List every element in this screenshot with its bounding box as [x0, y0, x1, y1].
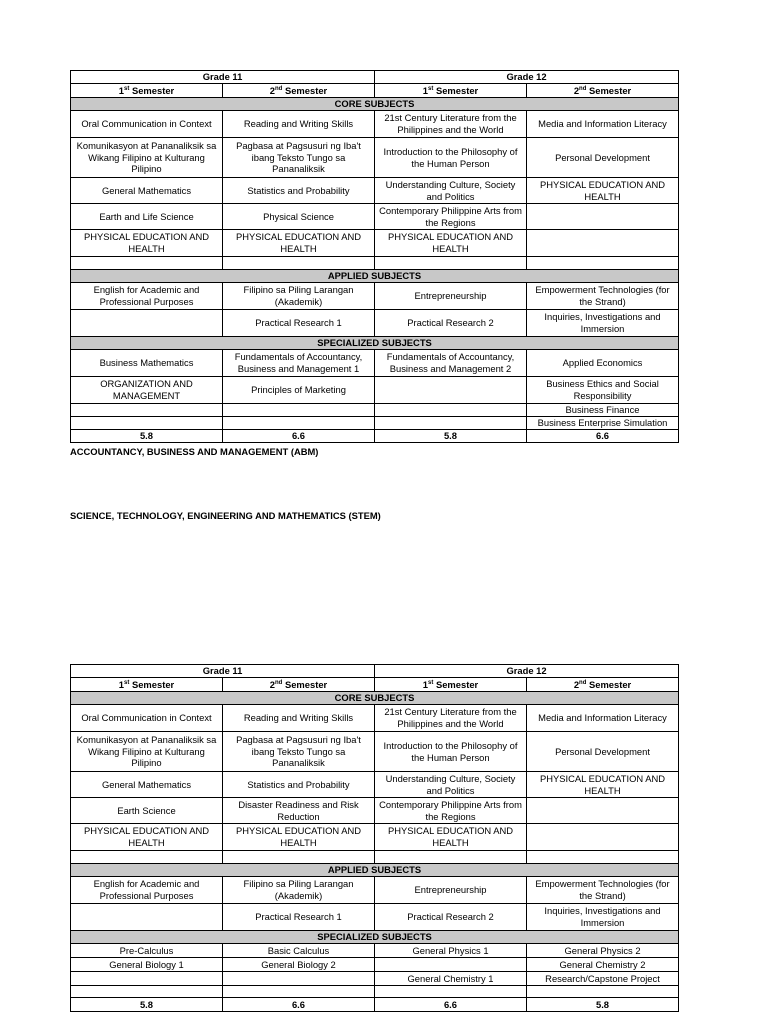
subject-cell: PHYSICAL EDUCATION AND HEALTH	[71, 230, 223, 257]
subject-cell	[375, 986, 527, 998]
table-row	[71, 310, 679, 337]
subject-cell: Entrepreneurship	[375, 877, 527, 904]
subject-cell: Introduction to the Philosophy of the Human Person	[375, 138, 527, 178]
grade-12-header: Grade 12	[375, 71, 679, 84]
subject-cell	[375, 377, 527, 404]
subject-cell	[71, 972, 223, 986]
subject-cell: PHYSICAL EDUCATION AND HEALTH	[527, 772, 679, 798]
semester-header: 1st Semester	[71, 678, 223, 692]
subject-cell: Inquiries, Investigations and Immersion	[527, 310, 679, 337]
subject-cell: Komunikasyon at Pananaliksik sa Wikang Filipino at Kulturang Pilipino	[71, 138, 223, 178]
subject-cell: Media and Information Literacy	[527, 705, 679, 732]
subject-cell: Reading and Writing Skills	[223, 705, 375, 732]
subject-cell: Media and Information Literacy	[527, 111, 679, 138]
table-row	[71, 257, 679, 270]
subject-cell	[527, 986, 679, 998]
subject-cell	[527, 230, 679, 257]
subject-cell: 21st Century Literature from the Philippines and the World	[375, 705, 527, 732]
subject-cell: General Physics 1	[375, 944, 527, 958]
subject-cell: Pagbasa at Pagsusuri ng Iba't ibang Teksto Tungo sa Pananaliksik	[223, 138, 375, 178]
subject-cell: Understanding Culture, Society and Politics	[375, 772, 527, 798]
subject-cell: Disaster Readiness and Risk Reduction	[223, 798, 375, 824]
subject-cell	[527, 824, 679, 851]
subject-cell: English for Academic and Professional Purposes	[71, 877, 223, 904]
subject-cell	[71, 851, 223, 864]
subject-cell	[527, 798, 679, 824]
semester-header: 2nd Semester	[527, 678, 679, 692]
total-cell: 5.8	[71, 430, 223, 443]
subject-cell: General Mathematics	[71, 772, 223, 798]
subject-cell: ORGANIZATION AND MANAGEMENT	[71, 377, 223, 404]
core-subjects-header: CORE SUBJECTS	[71, 692, 679, 705]
subject-cell: Contemporary Philippine Arts from the Regions	[375, 798, 527, 824]
table-row	[71, 824, 679, 851]
subject-cell	[223, 417, 375, 430]
subject-cell: Earth Science	[71, 798, 223, 824]
subject-cell: 21st Century Literature from the Philippines and the World	[375, 111, 527, 138]
subject-cell: Practical Research 1	[223, 310, 375, 337]
subject-cell: General Biology 2	[223, 958, 375, 972]
grade-11-header: Grade 11	[71, 71, 375, 84]
subject-cell	[527, 204, 679, 230]
totals-row	[71, 998, 679, 1012]
specialized-subjects-header: SPECIALIZED SUBJECTS	[71, 337, 679, 350]
subject-cell: Statistics and Probability	[223, 772, 375, 798]
total-cell: 5.8	[71, 998, 223, 1012]
table-row	[71, 772, 679, 798]
total-cell: 6.6	[527, 430, 679, 443]
table-row	[71, 350, 679, 377]
semester-header: 1st Semester	[71, 84, 223, 98]
subject-cell: Understanding Culture, Society and Politics	[375, 178, 527, 204]
table-row	[71, 111, 679, 138]
grade-12-header: Grade 12	[375, 665, 679, 678]
subject-cell: Empowerment Technologies (for the Strand)	[527, 283, 679, 310]
semester-header: 2nd Semester	[223, 84, 375, 98]
subject-cell: Fundamentals of Accountancy, Business and Management 1	[223, 350, 375, 377]
subject-cell	[71, 404, 223, 417]
subject-cell: General Chemistry 2	[527, 958, 679, 972]
subject-cell: Physical Science	[223, 204, 375, 230]
subject-cell: Fundamentals of Accountancy, Business and Management 2	[375, 350, 527, 377]
subject-cell	[71, 904, 223, 931]
subject-cell: General Mathematics	[71, 178, 223, 204]
subject-cell	[71, 310, 223, 337]
applied-subjects-header: APPLIED SUBJECTS	[71, 270, 679, 283]
subject-cell: PHYSICAL EDUCATION AND HEALTH	[527, 178, 679, 204]
subject-cell: Pagbasa at Pagsusuri ng Iba't ibang Teksto Tungo sa Pananaliksik	[223, 732, 375, 772]
subject-cell: Reading and Writing Skills	[223, 111, 375, 138]
subject-cell: Business Enterprise Simulation	[527, 417, 679, 430]
subject-cell: Contemporary Philippine Arts from the Regions	[375, 204, 527, 230]
subject-cell: Basic Calculus	[223, 944, 375, 958]
subject-cell: Business Ethics and Social Responsibility	[527, 377, 679, 404]
subject-cell	[223, 972, 375, 986]
semester-header: 1st Semester	[375, 84, 527, 98]
table-row	[71, 404, 679, 417]
subject-cell: English for Academic and Professional Purposes	[71, 283, 223, 310]
subject-cell: Oral Communication in Context	[71, 111, 223, 138]
subject-cell	[71, 417, 223, 430]
subject-cell: Filipino sa Piling Larangan (Akademik)	[223, 877, 375, 904]
table-row	[71, 877, 679, 904]
table-row	[71, 417, 679, 430]
subject-cell	[71, 986, 223, 998]
subject-cell: Pre-Calculus	[71, 944, 223, 958]
table-row	[71, 958, 679, 972]
subject-cell: Personal Development	[527, 732, 679, 772]
subject-cell: PHYSICAL EDUCATION AND HEALTH	[71, 824, 223, 851]
stem-curriculum-table	[70, 664, 679, 1012]
subject-cell: Business Finance	[527, 404, 679, 417]
subject-cell	[527, 257, 679, 270]
subject-cell: Personal Development	[527, 138, 679, 178]
total-cell: 6.6	[223, 998, 375, 1012]
subject-cell: Principles of Marketing	[223, 377, 375, 404]
subject-cell: Research/Capstone Project	[527, 972, 679, 986]
total-cell: 5.8	[527, 998, 679, 1012]
subject-cell	[223, 404, 375, 417]
totals-row	[71, 430, 679, 443]
applied-subjects-header: APPLIED SUBJECTS	[71, 864, 679, 877]
table-row	[71, 972, 679, 986]
semester-header: 2nd Semester	[527, 84, 679, 98]
subject-cell: Practical Research 2	[375, 904, 527, 931]
subject-cell: Empowerment Technologies (for the Strand)	[527, 877, 679, 904]
specialized-subjects-header: SPECIALIZED SUBJECTS	[71, 931, 679, 944]
subject-cell: PHYSICAL EDUCATION AND HEALTH	[223, 824, 375, 851]
subject-cell: Komunikasyon at Pananaliksik sa Wikang Filipino at Kulturang Pilipino	[71, 732, 223, 772]
subject-cell: Entrepreneurship	[375, 283, 527, 310]
subject-cell: Filipino sa Piling Larangan (Akademik)	[223, 283, 375, 310]
table-row	[71, 283, 679, 310]
subject-cell: Oral Communication in Context	[71, 705, 223, 732]
subject-cell	[375, 958, 527, 972]
subject-cell: Statistics and Probability	[223, 178, 375, 204]
subject-cell	[375, 257, 527, 270]
semester-header: 2nd Semester	[223, 678, 375, 692]
table-row	[71, 705, 679, 732]
table-row	[71, 732, 679, 772]
abm-strand-caption: ACCOUNTANCY, BUSINESS AND MANAGEMENT (ABM)	[70, 446, 319, 457]
subject-cell	[375, 851, 527, 864]
table-row	[71, 798, 679, 824]
subject-cell: PHYSICAL EDUCATION AND HEALTH	[375, 230, 527, 257]
subject-cell	[223, 851, 375, 864]
subject-cell: Applied Economics	[527, 350, 679, 377]
subject-cell: PHYSICAL EDUCATION AND HEALTH	[223, 230, 375, 257]
grade-11-header: Grade 11	[71, 665, 375, 678]
total-cell: 6.6	[375, 998, 527, 1012]
subject-cell: PHYSICAL EDUCATION AND HEALTH	[375, 824, 527, 851]
subject-cell: Practical Research 2	[375, 310, 527, 337]
total-cell: 6.6	[223, 430, 375, 443]
semester-header: 1st Semester	[375, 678, 527, 692]
subject-cell: Inquiries, Investigations and Immersion	[527, 904, 679, 931]
table-row	[71, 178, 679, 204]
table-row	[71, 944, 679, 958]
subject-cell: Introduction to the Philosophy of the Human Person	[375, 732, 527, 772]
subject-cell	[223, 257, 375, 270]
subject-cell	[375, 404, 527, 417]
subject-cell: Earth and Life Science	[71, 204, 223, 230]
subject-cell: General Biology 1	[71, 958, 223, 972]
table-row	[71, 204, 679, 230]
table-row	[71, 138, 679, 178]
subject-cell: Practical Research 1	[223, 904, 375, 931]
core-subjects-header: CORE SUBJECTS	[71, 98, 679, 111]
table-row	[71, 986, 679, 998]
subject-cell	[223, 986, 375, 998]
abm-curriculum-table	[70, 70, 679, 443]
table-row	[71, 377, 679, 404]
subject-cell	[527, 851, 679, 864]
subject-cell: General Chemistry 1	[375, 972, 527, 986]
total-cell: 5.8	[375, 430, 527, 443]
table-row	[71, 230, 679, 257]
table-row	[71, 851, 679, 864]
subject-cell	[71, 257, 223, 270]
stem-strand-caption: SCIENCE, TECHNOLOGY, ENGINEERING AND MATHEMATICS (STEM)	[70, 510, 381, 521]
subject-cell: General Physics 2	[527, 944, 679, 958]
table-row	[71, 904, 679, 931]
subject-cell	[375, 417, 527, 430]
subject-cell: Business Mathematics	[71, 350, 223, 377]
